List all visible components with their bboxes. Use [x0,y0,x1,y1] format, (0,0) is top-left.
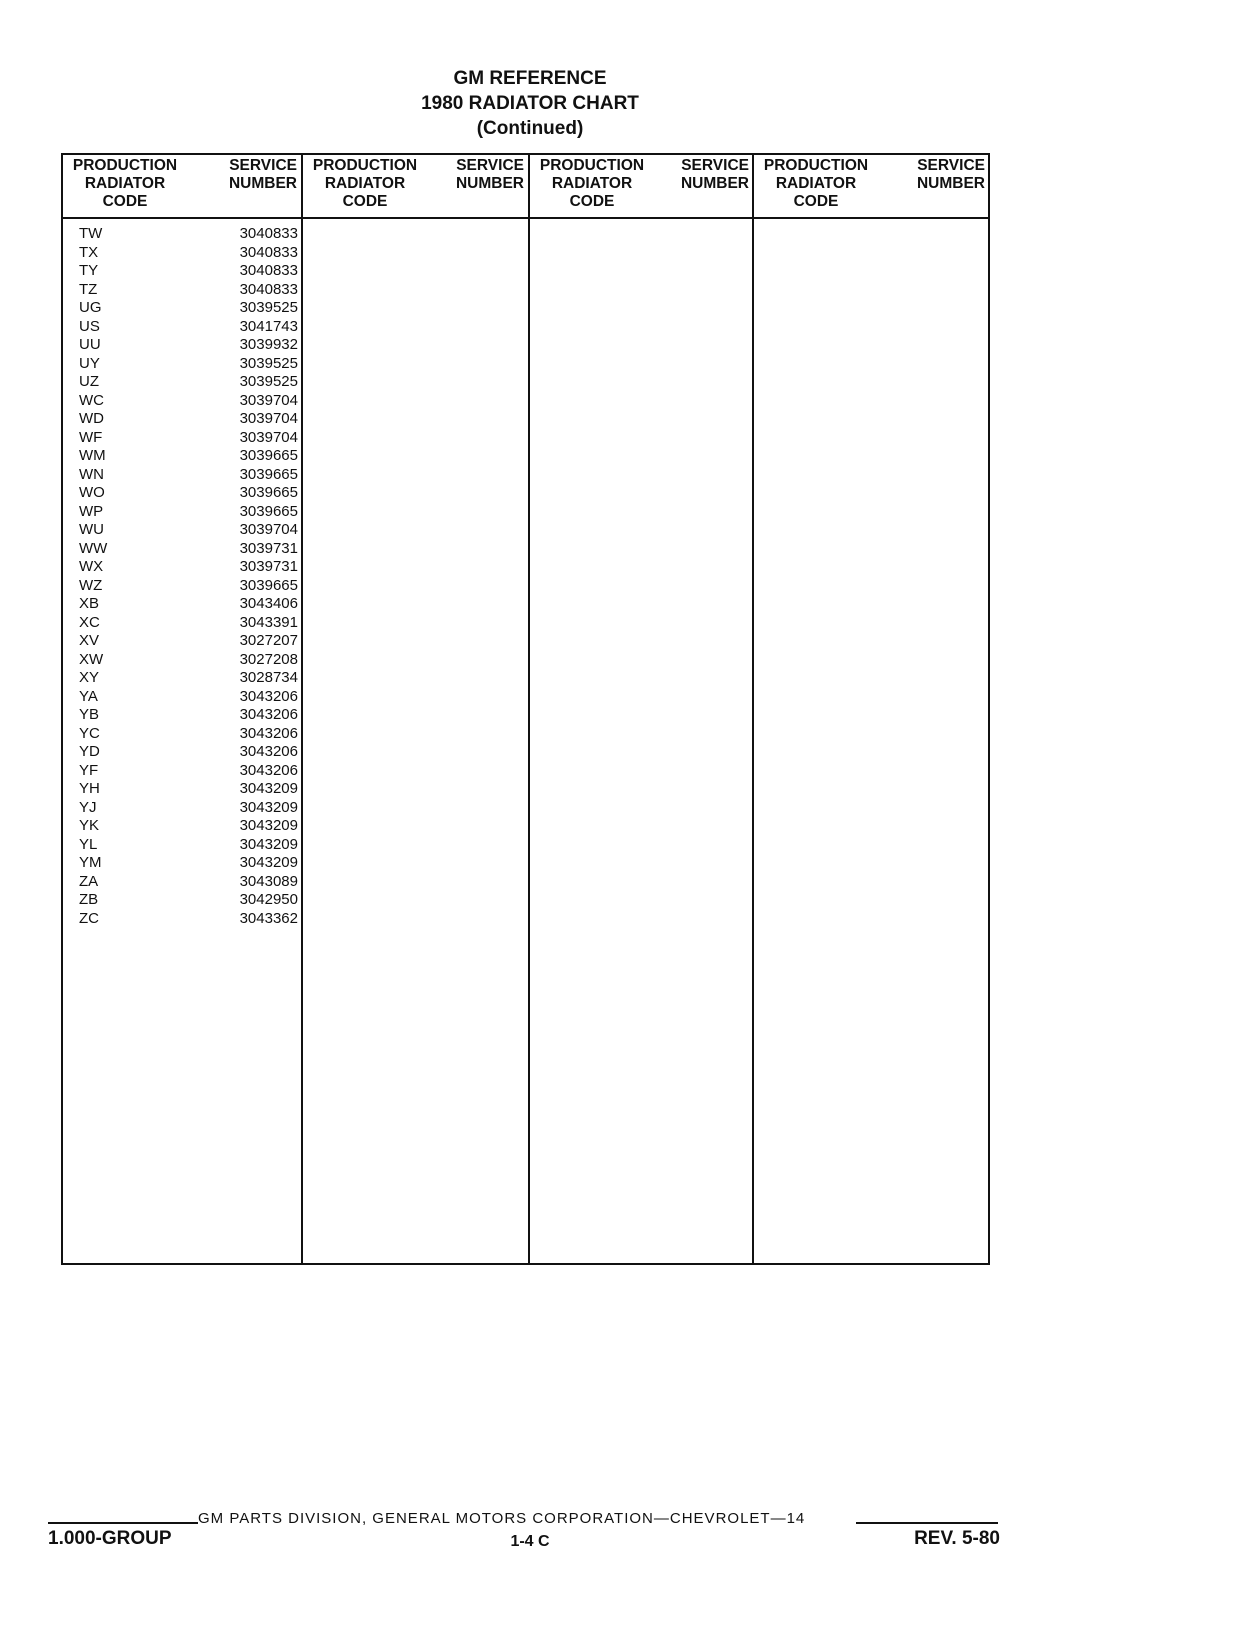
service-number: 3043206 [239,761,298,779]
table-row [73,299,298,318]
service-number: 3028734 [239,669,298,686]
radiator-code: US [79,317,100,335]
service-number: 3040833 [239,262,298,279]
radiator-code: XY [79,669,100,686]
table-row [73,577,298,596]
table-row [73,281,298,300]
service-number: 3039665 [239,576,298,594]
radiator-chart-table [61,153,990,1265]
footer-page-number: 1-4 C [510,1533,550,1550]
table-row [73,410,298,429]
radiator-code: YH [79,780,100,797]
radiator-code: TY [79,262,99,279]
table-row [73,540,298,559]
col4-service-header: SERVICE NUMBER [916,157,985,192]
radiator-code: YL [79,835,98,853]
table-row [73,466,298,485]
radiator-code: XV [79,632,100,649]
table-row [73,632,298,651]
table-row [73,503,298,522]
radiator-code: UU [79,336,101,353]
service-number: 3039525 [239,373,298,390]
service-number: 3043206 [239,687,298,705]
table-row [73,373,298,392]
service-number: 3039704 [239,521,298,538]
table-row [73,725,298,744]
table-row [73,651,298,670]
col2-service-header: SERVICE NUMBER [455,157,524,192]
footer-division-text: GM PARTS DIVISION, GENERAL MOTORS CORPORATION—CHEVROLET—14 [198,1510,806,1527]
radiator-code: WU [79,521,104,538]
service-number: 3039665 [239,502,298,520]
radiator-code: WO [79,484,105,501]
table-row [73,762,298,781]
chart-rows [73,225,298,928]
column-divider-1 [301,155,303,1263]
column-divider-3 [752,155,754,1263]
radiator-code: XB [79,595,100,612]
table-row [73,799,298,818]
service-number: 3027207 [239,632,298,649]
footer-group: 1.000-GROUP [48,1528,172,1549]
footer-revision: REV. 5-80 [914,1528,1000,1549]
col3-service-header: SERVICE NUMBER [680,157,749,192]
service-number: 3039731 [239,558,298,575]
table-row [73,910,298,929]
table-row [73,614,298,633]
table-row [73,447,298,466]
table-row [73,429,298,448]
column-divider-2 [528,155,530,1263]
col2-production-header: PRODUCTION RADIATOR CODE [312,157,418,210]
radiator-code: TZ [79,280,98,298]
col4-production-header: PRODUCTION RADIATOR CODE [763,157,869,210]
table-row [73,558,298,577]
col3-production-header: PRODUCTION RADIATOR CODE [539,157,645,210]
radiator-code: ZB [79,891,99,908]
radiator-code: WW [79,539,108,557]
radiator-code: WF [79,428,103,446]
chart-title-line1: GM REFERENCE [453,68,607,89]
service-number: 3039525 [239,354,298,372]
service-number: 3039525 [239,299,298,316]
service-number: 3039704 [239,428,298,446]
col1-service-header: SERVICE NUMBER [228,157,297,192]
chart-title-line3: (Continued) [476,118,584,139]
radiator-code: UZ [79,373,99,390]
radiator-code: YD [79,743,100,760]
header-divider [63,217,988,219]
service-number: 3042950 [239,891,298,908]
table-row [73,780,298,799]
table-row [73,595,298,614]
radiator-code: WX [79,558,104,575]
chart-title-line2: 1980 RADIATOR CHART [421,93,639,114]
radiator-code: YK [79,817,100,834]
service-number: 3043206 [239,706,298,723]
table-row [73,225,298,244]
service-number: 3040833 [239,280,298,298]
service-number: 3043209 [239,798,298,816]
radiator-code: YJ [79,798,97,816]
radiator-code: YC [79,724,100,742]
service-number: 3039665 [239,447,298,464]
service-number: 3039704 [239,410,298,427]
table-row [73,484,298,503]
radiator-code: YA [79,687,98,705]
radiator-code: TX [79,243,99,261]
service-number: 3043209 [239,817,298,834]
service-number: 3043391 [239,613,298,631]
table-row [73,873,298,892]
radiator-code: YM [79,854,102,871]
service-number: 3043206 [239,724,298,742]
service-number: 3041743 [239,317,298,335]
radiator-code: WM [79,447,106,464]
radiator-code: YF [79,761,99,779]
service-number: 3043209 [239,835,298,853]
service-number: 3043089 [239,872,298,890]
service-number: 3039704 [239,391,298,409]
radiator-code: UG [79,299,102,316]
col1-production-header: PRODUCTION RADIATOR CODE [72,157,178,210]
service-number: 3043406 [239,595,298,612]
table-row [73,854,298,873]
table-row [73,521,298,540]
radiator-code: XW [79,650,104,668]
radiator-code: YB [79,706,100,723]
service-number: 3039665 [239,465,298,483]
service-number: 3043209 [239,780,298,797]
table-row [73,244,298,263]
table-row [73,891,298,910]
radiator-code: WC [79,391,104,409]
service-number: 3040833 [239,243,298,261]
footer-rule-right [856,1522,998,1524]
table-row [73,836,298,855]
service-number: 3043209 [239,854,298,871]
table-row [73,743,298,762]
radiator-code: WN [79,465,104,483]
footer-rule-left [48,1522,198,1524]
service-number: 3039932 [239,336,298,353]
table-row [73,336,298,355]
radiator-code: WD [79,410,104,427]
service-number: 3043206 [239,743,298,760]
service-number: 3027208 [239,650,298,668]
service-number: 3043362 [239,909,298,927]
radiator-code: WP [79,502,104,520]
service-number: 3039731 [239,539,298,557]
table-row [73,706,298,725]
radiator-code: ZA [79,872,99,890]
table-row [73,669,298,688]
service-number: 3039665 [239,484,298,501]
table-row [73,355,298,374]
radiator-code: ZC [79,909,99,927]
table-row [73,688,298,707]
radiator-code: XC [79,613,100,631]
table-row [73,817,298,836]
table-row [73,262,298,281]
radiator-code: UY [79,354,100,372]
table-row [73,318,298,337]
service-number: 3040833 [239,225,298,242]
table-row [73,392,298,411]
radiator-code: TW [79,225,103,242]
radiator-code: WZ [79,576,103,594]
